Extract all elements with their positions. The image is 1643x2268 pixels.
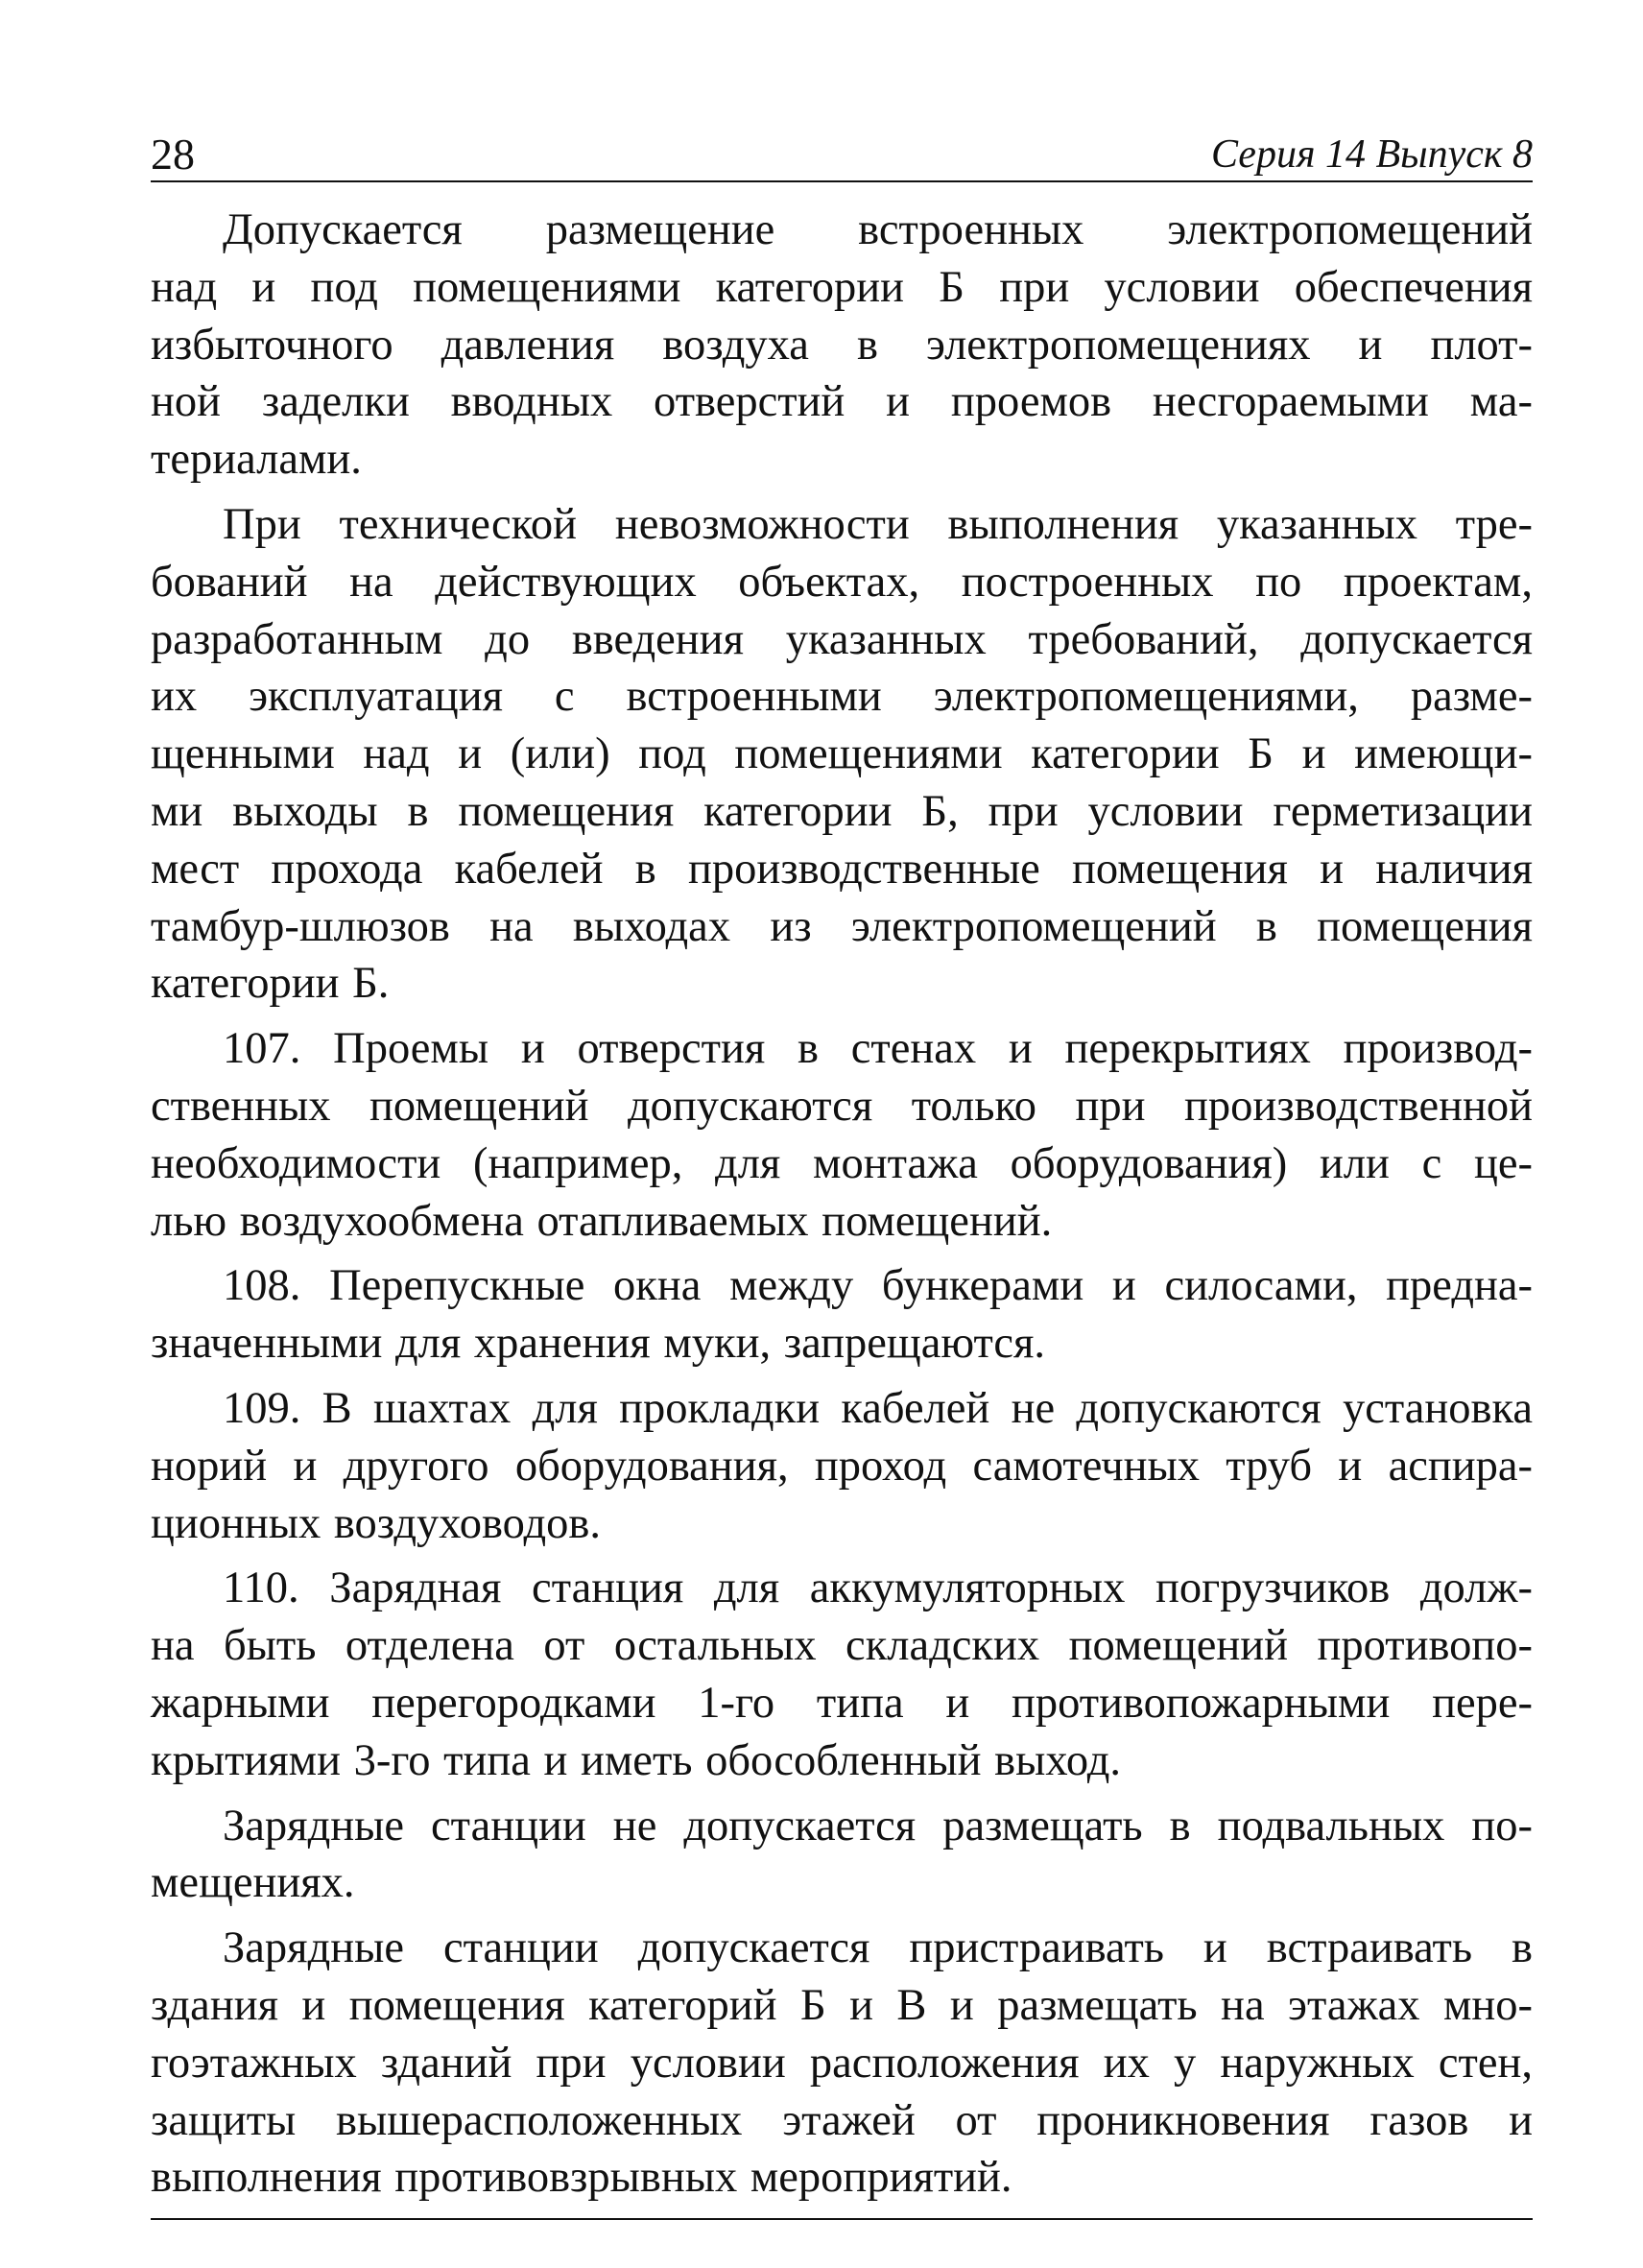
text-line: норий и другого оборудования, проход самотечных труб и аспира- [151,1441,1533,1491]
paragraph-108 [151,1257,1533,1373]
text-line: ной заделки вводных отверстий и проемов несгораемыми ма- [151,377,1533,427]
paragraph-110 [151,1560,1533,1789]
text-line: тамбур-шлюзов на выходах из электропомещений в помещения [151,901,1533,951]
text-line: ственных помещений допускаются только при производственной [151,1081,1533,1131]
paragraph [151,1920,1533,2207]
text-line: необходимости (например, для монтажа оборудования) или с це- [151,1138,1533,1188]
paragraph [151,1798,1533,1913]
text-line: бований на действующих объектах, построенных по проектам, [151,557,1533,607]
text-line: разработанным до введения указанных требований, допускается [151,614,1533,664]
text-line: Зарядные станции допускается пристраивать и встраивать в [223,1923,1533,1973]
text-line: выполнения противовзрывных мероприятий. [151,2153,1012,2203]
text-line: жарными перегородками 1-го типа и противопожарными пере- [151,1678,1533,1728]
text-line: над и под помещениями категории Б при условии обеспечения [151,262,1533,312]
text-line: ми выходы в помещения категории Б, при условии герметизации [151,786,1533,836]
paragraph-107 [151,1020,1533,1250]
page [151,107,1533,2220]
text-line: на быть отделена от остальных складских помещений противопо- [151,1621,1533,1671]
text-line: значенными для хранения муки, запрещаются. [151,1319,1046,1369]
text-line: крытиями 3-го типа и иметь обособленный выход. [151,1735,1122,1785]
body-text [151,202,1533,2207]
text-line: избыточного давления воздуха в электропомещениях и плот- [151,320,1533,370]
text-line: 107. Проемы и отверстия в стенах и перекрытиях производ- [223,1024,1533,1074]
text-line: 110. Зарядная станция для аккумуляторных погрузчиков долж- [223,1564,1533,1613]
text-line: щенными над и (или) под помещениями категории Б и имеющи- [151,729,1533,779]
text-line: здания и помещения категорий Б и В и размещать на этажах мно- [151,1980,1533,2030]
bottom-rule [151,2218,1533,2220]
text-line: 108. Перепускные окна между бункерами и силосами, предна- [223,1261,1533,1311]
paragraph [151,496,1533,1013]
text-line: 109. В шахтах для прокладки кабелей не допускаются установка [223,1383,1533,1433]
text-line: мест прохода кабелей в производственные помещения и наличия [151,844,1533,894]
text-line: ционных воздуховодов. [151,1498,601,1548]
text-line: защиты вышерасположенных этажей от проникновения газов и [151,2095,1533,2145]
paragraph [151,202,1533,489]
text-line: При технической невозможности выполнения указанных тре- [223,499,1533,549]
page-header [151,107,1533,182]
text-line: Допускается размещение встроенных электропомещений [223,205,1533,254]
text-line: мещениях. [151,1858,355,1908]
text-line: их эксплуатация с встроенными электропомещениями, разме- [151,672,1533,722]
running-title: Серия 14 Выпуск 8 [1211,132,1533,177]
text-line: категории Б. [151,959,390,1009]
text-line: териалами. [151,435,362,485]
paragraph-109 [151,1380,1533,1552]
text-line: лью воздухообмена отапливаемых помещений. [151,1196,1053,1246]
page-number: 28 [151,130,195,179]
text-line: Зарядные станции не допускается размещать в подвальных по- [223,1801,1533,1850]
text-line: гоэтажных зданий при условии расположения их у наружных стен, [151,2038,1533,2088]
